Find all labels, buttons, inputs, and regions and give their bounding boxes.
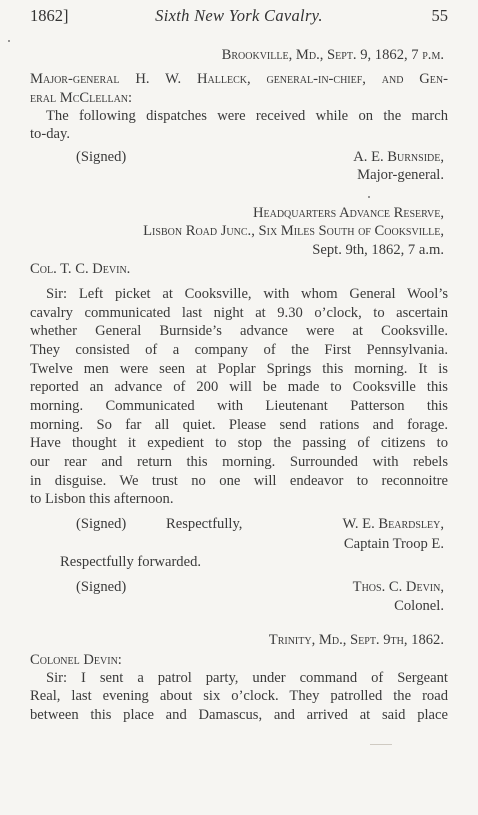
letter3-dateline: Trinity, Md., Sept. 9th, 1862. [268, 632, 444, 648]
letter2-rank: Captain Troop E. [343, 536, 444, 552]
running-header [30, 6, 448, 28]
page-number: 55 [431, 6, 448, 25]
letter2-body-line: cavalry communicated last night at 9.30 o’clock, to ascertain [30, 305, 448, 321]
letter2-body-line: morning. Communicated with Lieutenant Patterson this [30, 398, 448, 414]
letter2-forwarded: Respectfully forwarded. [60, 554, 202, 570]
letter2-body-line: morning. So far all quiet. Please send rations and forage. [30, 417, 448, 433]
letter1-signer: A. E. Burnside, [353, 149, 444, 165]
letter3-body-line: between this place and Damascus, and arrived at said place [30, 707, 448, 723]
letter2-body-line: Twelve men were seen at Poplar Springs this morning. It is [30, 361, 448, 377]
letter2-closing: Respectfully, [166, 516, 243, 532]
letter2-body-line: to Lisbon this afternoon. [30, 491, 174, 507]
letter2-heading-line2: Lisbon Road Junc., Six Miles South of Cooksville, [143, 223, 444, 239]
letter2-signed: (Signed) [76, 516, 127, 532]
letter3-body-line: Sir: I sent a patrol party, under command of Sergeant [46, 670, 448, 686]
speck-mark [8, 40, 10, 42]
letter2-body-line: reported an advance of 200 will be made to Cooksville this [30, 379, 448, 395]
letter1-body-line2: to-day. [30, 126, 70, 142]
letter2-addressee: Col. T. C. Devin. [30, 261, 131, 277]
letter2-signer-2: Thos. C. Devin, [352, 579, 444, 595]
letter1-dateline: Brookville, Md., Sept. 9, 1862, 7 p.m. [221, 47, 444, 63]
letter2-body-line: Sir: Left picket at Cooksville, with whom General Wool’s [46, 286, 448, 302]
letter2-rank-2: Colonel. [394, 598, 444, 614]
letter1-rank: Major-general. [357, 167, 444, 183]
letter2-body-line: our rear and return this morning. Surrounded with rebels [30, 454, 448, 470]
header-year: 1862] [30, 6, 69, 25]
header-title: Sixth New York Cavalry. [155, 6, 323, 25]
page-mark [370, 744, 392, 745]
letter2-body-line: They consisted of a company of the First Pennsylvania. [30, 342, 448, 358]
letter1-address-line2: eral McClellan: [30, 90, 133, 106]
letter2-signer: W. E. Beardsley, [342, 516, 444, 532]
letter2-heading-line1: Headquarters Advance Reserve, [252, 205, 444, 221]
letter1-address-line1: Major-general H. W. Halleck, general-in-chief, and Gen- [30, 71, 448, 87]
letter2-body-line: in disguise. We trust no one will endeavor to reconnoitre [30, 473, 448, 489]
letter3-body-line: Real, last evening about six o’clock. They patrolled the road [30, 688, 448, 704]
letter2-body-line: whether General Burnside’s advance were at Cooksville. [30, 323, 448, 339]
letter2-signed-2: (Signed) [76, 579, 127, 595]
letter3-addressee: Colonel Devin: [30, 652, 122, 668]
speck-mark [368, 196, 370, 198]
letter1-body-line1: The following dispatches were received while on the march [46, 108, 448, 124]
letter1-signed: (Signed) [76, 149, 127, 165]
letter2-date: Sept. 9th, 1862, 7 a.m. [312, 242, 444, 258]
letter2-body-line: Have thought it expedient to stop the passing of citizens to [30, 435, 448, 451]
